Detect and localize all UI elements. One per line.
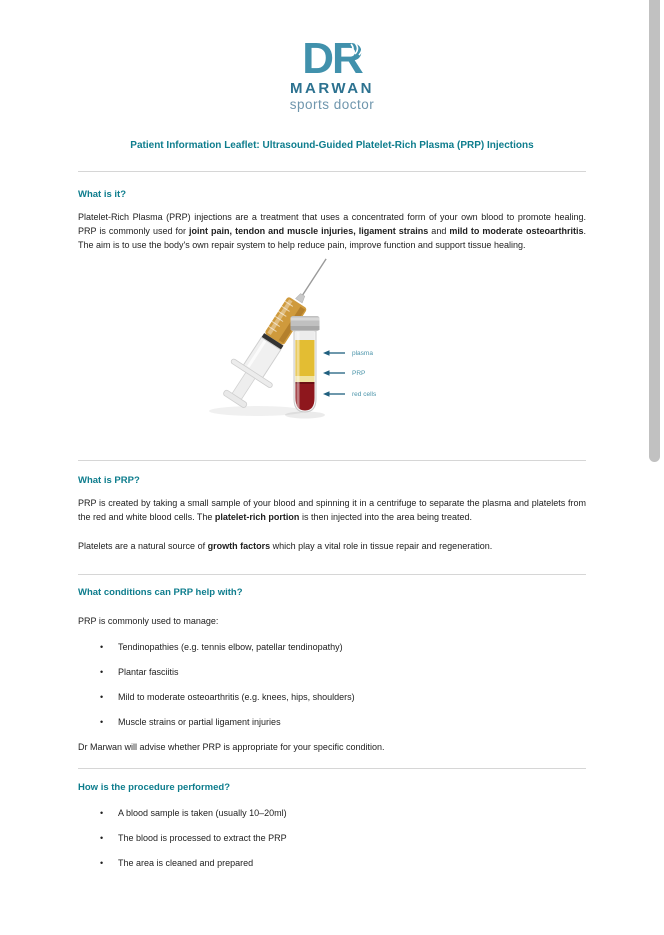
text: which play a vital role in tissue repair and regeneration.	[270, 540, 493, 551]
bold-text: mild to moderate osteoarthritis	[449, 225, 584, 236]
test-tube-icon	[291, 316, 320, 412]
prp-illustration	[205, 258, 455, 424]
text: is then injected into the area being treated.	[299, 511, 473, 522]
text: Platelet-Rich Plasma (PRP) injections are a treatment that uses a concentrated form of your own blood to promote healing. PRP is commonly used for	[78, 211, 586, 236]
ultrasound-waves-icon	[348, 41, 363, 56]
conditions-intro: PRP is commonly used to manage:	[78, 615, 219, 626]
syringe-icon	[213, 258, 346, 414]
section-heading-conditions: What conditions can PRP help with?	[78, 586, 243, 598]
paragraph-what-is-prp-2	[78, 539, 586, 553]
logo-name: MARWAN	[290, 80, 374, 97]
list-item	[100, 690, 586, 704]
divider	[78, 171, 586, 172]
logo-monogram	[302, 34, 362, 83]
list-item-text: The blood is processed to extract the PRP	[118, 832, 287, 843]
bold-text: joint pain, tendon and muscle injuries, ligament strains	[189, 225, 429, 236]
document-content	[78, 189, 586, 424]
list-item	[100, 665, 586, 679]
text: . The aim is to use the body's own repair system to help reduce pain, improve function and support tissue healing.	[78, 225, 586, 250]
document-content-3	[78, 587, 586, 754]
text: and	[428, 225, 450, 236]
bullet-icon: •	[100, 857, 104, 868]
figure-label-plasma: plasma	[352, 349, 373, 357]
bold-text: platelet-rich portion	[214, 511, 300, 522]
list-item	[100, 831, 586, 845]
logo-monogram-text: DR	[302, 34, 362, 83]
procedure-list	[78, 806, 586, 870]
logo-tagline: sports doctor	[289, 97, 375, 112]
figure-arrows	[329, 353, 345, 394]
scrollbar-thumb[interactable]	[649, 0, 660, 462]
divider	[78, 460, 586, 461]
arrow-left-icon	[323, 370, 330, 376]
logo	[0, 34, 664, 112]
divider	[78, 768, 586, 769]
list-item-text: Mild to moderate osteoarthritis (e.g. knees, hips, shoulders)	[118, 691, 355, 702]
paragraph-what-is-it	[78, 210, 586, 252]
conditions-list	[78, 640, 586, 729]
bullet-icon: •	[100, 832, 104, 843]
text: Platelets are a natural source of	[78, 540, 208, 551]
bullet-icon: •	[100, 807, 104, 818]
prp-figure	[78, 258, 586, 424]
list-item-text: The area is cleaned and prepared	[118, 857, 254, 868]
list-item	[100, 856, 586, 870]
arrow-left-icon	[323, 391, 330, 397]
list-item-text: A blood sample is taken (usually 10–20ml)	[118, 807, 287, 818]
list-item-text: Tendinopathies (e.g. tennis elbow, patellar tendinopathy)	[118, 641, 343, 652]
document-content-4	[78, 782, 586, 870]
section-heading-procedure: How is the procedure performed?	[78, 781, 231, 793]
bullet-icon: •	[100, 666, 104, 677]
conditions-outro: Dr Marwan will advise whether PRP is appropriate for your specific condition.	[78, 741, 385, 752]
divider	[78, 574, 586, 575]
text: PRP is created by taking a small sample of your blood and spinning it in a centrifuge to separate the plasma and platelets from the red and white blood cells. The	[78, 497, 586, 522]
list-item-text: Muscle strains or partial ligament injuries	[118, 716, 281, 727]
list-item-text: Plantar fasciitis	[118, 666, 179, 677]
bullet-icon: •	[100, 716, 104, 727]
list-item	[100, 806, 586, 820]
section-heading-what-is-prp: What is PRP?	[78, 474, 140, 486]
list-item	[100, 640, 586, 654]
list-item	[100, 715, 586, 729]
arrow-left-icon	[323, 350, 330, 356]
bold-text: growth factors	[207, 540, 271, 551]
bullet-icon: •	[100, 641, 104, 652]
document-content-2	[78, 475, 586, 553]
bullet-icon: •	[100, 691, 104, 702]
figure-label-red-cells: red cells	[352, 390, 377, 398]
paragraph-what-is-prp-1	[78, 496, 586, 524]
figure-label-prp: PRP	[352, 369, 366, 377]
tube-shadow	[285, 411, 325, 418]
page-title: Patient Information Leaflet: Ultrasound-Guided Platelet-Rich Plasma (PRP) Injections	[130, 139, 534, 151]
section-heading-what-is-it: What is it?	[78, 188, 127, 200]
